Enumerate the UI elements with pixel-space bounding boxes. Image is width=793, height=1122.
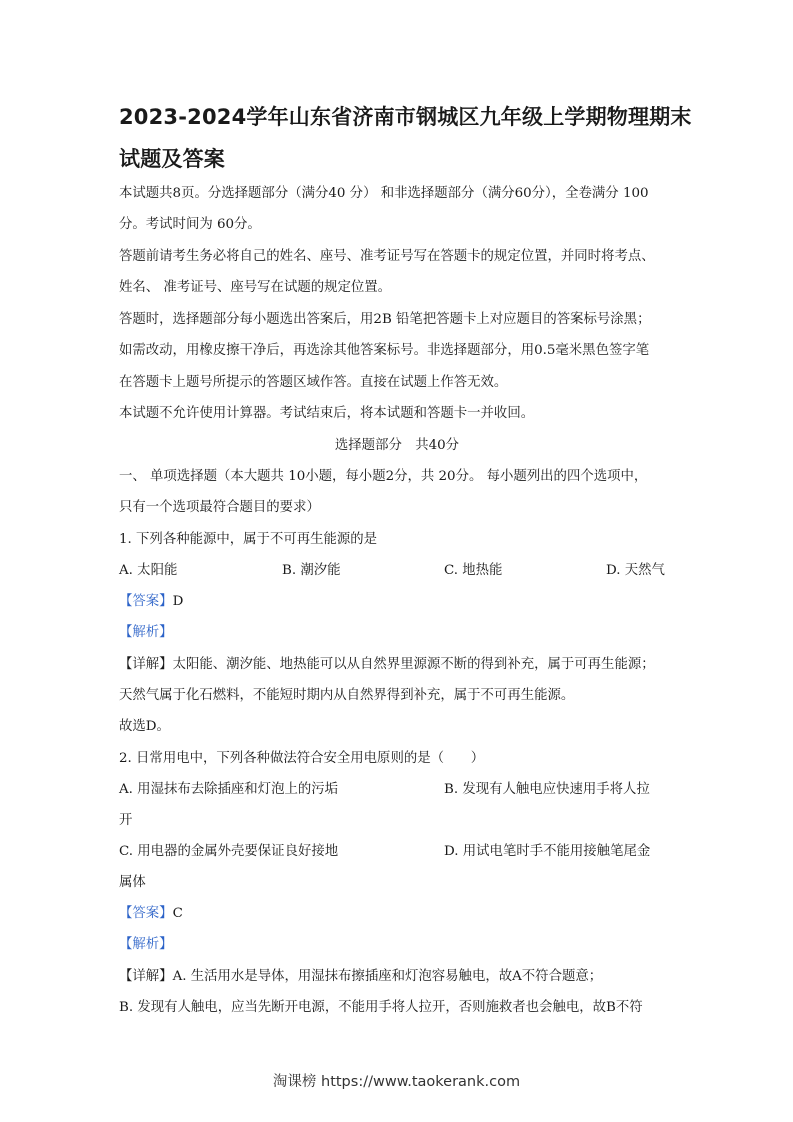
question-2-detail-continued: B. 发现有人触电，应当先断开电源，不能用手将人拉开，否则施救者也会触电，故B不符 [119,1000,643,1015]
question-2-option-d-continued: 属体 [119,875,146,890]
part-one-heading: 一、 单项选择题（本大题共 10小题，每小题2分，共 20分。 每小题列出的四个选项中， [119,469,648,484]
instruction-line: 如需改动，用橡皮擦干净后，再选涂其他答案标号。非选择题部分，用0.5毫米黑色签字笔 [119,343,650,358]
detail-tag: 【详解】 [119,969,173,984]
question-1-option-d: D. 天然气 [606,563,665,578]
document-title-line-1: 2023-2024学年山东省济南市钢城区九年级上学期物理期末 [119,105,692,129]
instruction-line: 本试题共8页。分选择题部分（满分40 分） 和非选择题部分（满分60分），全卷满分 100 [119,186,649,201]
question-2-detail [119,967,679,987]
instruction-line: 分。考试时间为 60分。 [119,217,261,232]
answer-value: D [172,594,184,609]
question-2-answer [119,904,679,924]
instruction-line: 本试题不允许使用计算器。考试结束后，将本试题和答题卡一并收回。 [119,406,535,421]
footer-watermark-link[interactable]: 淘课榜 https://www.taokerank.com [272,1074,521,1090]
instruction-line: 在答题卡上题号所提示的答题区域作答。直接在试题上作答无效。 [119,375,508,390]
instruction-line: 姓名、 准考证号、座号写在试题的规定位置。 [119,280,392,295]
analysis-tag: 【解析】 [119,937,173,952]
question-1-detail [119,655,679,675]
answer-tag: 【答案】 [119,594,173,609]
answer-tag: 【答案】 [119,906,173,921]
detail-text: 太阳能、潮汐能、地热能可以从自然界里源源不断的得到补充，属于可再生能源； [172,657,655,672]
question-1-analysis [119,623,679,643]
question-2-option-c: C. 用电器的金属外壳要保证良好接地 [119,844,339,859]
document-title-line-2: 试题及答案 [119,147,225,171]
question-2-analysis [119,935,679,955]
question-2-stem: 2. 日常用电中，下列各种做法符合安全用电原则的是（ ） [119,751,485,766]
instruction-line: 答题前请考生务必将自己的姓名、座号、准考证号写在答题卡的规定位置，并同时将考点、 [119,249,655,264]
instruction-line: 答题时，选择题部分每小题选出答案后，用2B 铅笔把答题卡上对应题目的答案标号涂黑； [119,312,651,327]
question-1-detail-continued: 天然气属于化石燃料，不能短时期内从自然界得到补充，属于不可再生能源。 [119,688,575,703]
question-2-option-a: A. 用湿抹布去除插座和灯泡上的污垢 [119,782,339,797]
question-1-stem: 1. 下列各种能源中，属于不可再生能源的是 [119,532,378,547]
detail-text: A. 生活用水是导体，用湿抹布擦插座和灯泡容易触电，故A不符合题意； [172,969,603,984]
question-1-answer [119,592,679,612]
detail-tag: 【详解】 [119,657,173,672]
answer-value: C [172,906,183,921]
analysis-tag: 【解析】 [119,625,173,640]
section-heading: 选择题部分 共40分 [334,438,460,453]
question-1-option-a: A. 太阳能 [119,563,178,578]
question-1-option-c: C. 地热能 [444,563,503,578]
part-one-heading-continued: 只有一个选项最符合题目的要求） [119,500,320,515]
question-2-option-d: D. 用试电笔时手不能用接触笔尾金 [444,844,651,859]
question-1-conclusion: 故选D。 [119,719,170,734]
question-2-option-b-continued: 开 [119,813,133,828]
question-2-option-b: B. 发现有人触电应快速用手将人拉 [444,782,650,797]
question-1-option-b: B. 潮汐能 [282,563,341,578]
